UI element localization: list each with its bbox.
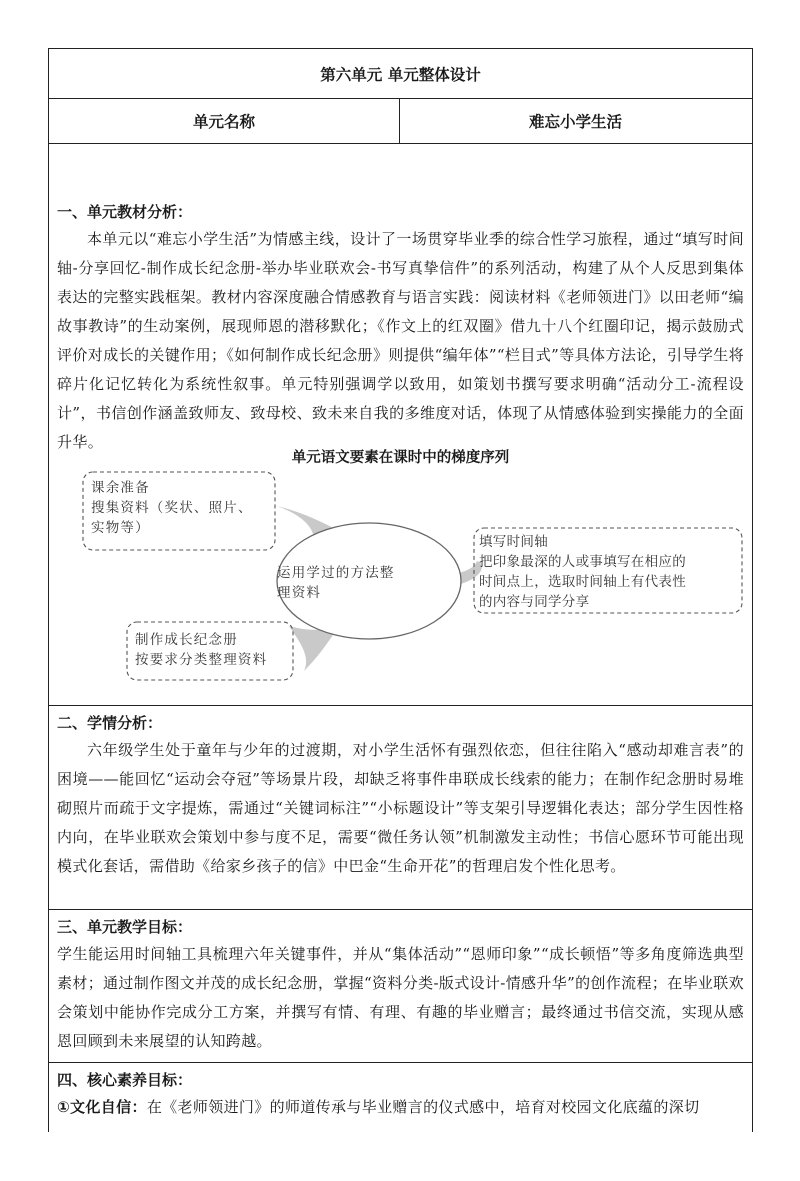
document-title: 第六单元 单元整体设计 [320, 65, 481, 84]
box-timeline-line-2: 把印象最深的人或事填写在相应的 [479, 554, 686, 570]
section-teaching-goals [49, 910, 752, 1063]
section-heading: 二、学情分析： [57, 714, 163, 732]
core-literacy-text: 在《老师领进门》的师道传承与毕业赠言的仪式感中，培育对校园文化底蕴的深切 [146, 1098, 700, 1116]
section-core-literacy [49, 1063, 752, 1181]
box-prep-line-1: 课余准备 [91, 480, 150, 496]
core-literacy-item [57, 1093, 744, 1122]
box-album-line-1: 制作成长纪念册 [135, 632, 238, 648]
box-album-line-2: 按要求分类整理资料 [135, 652, 268, 668]
section-paragraph: 六年级学生处于童年与少年的过渡期，对小学生活怀有强烈依恋，但往往陷入“感动却难言表”的困境——能回忆“运动会夺冠”等场景片段，却缺乏将事件串联成长线索的能力；在制作纪念册时易堆砌照片而疏于文字提炼，需通过“关键词标注”“小标题设计”等支架引导逻辑化表达；部分学生因性格内向，在毕业联欢会策划中参与度不足，需要“微任务认领”机制激发主动性；书信心愿环节可能出现模式化套话，需借助《给家乡孩子的信》中巴金“生命开花”的哲理启发个性化思考。 [57, 741, 744, 875]
section-heading: 一、单元教材分析： [57, 203, 193, 221]
box-album-text [135, 630, 267, 670]
box-timeline-line-3: 时间点上，选取时间轴上有代表性 [479, 574, 686, 590]
unit-name-row [49, 99, 752, 144]
section-paragraph: 学生能运用时间轴工具梳理六年关键事件，并从“集体活动”“恩师印象”“成长顿悟”等多角度筛选典型素材；通过制作图文并茂的成长纪念册，掌握“资料分类-版式设计-情感升华”的创作流程；在毕业联欢会策划中能协作完成分工方案，并撰写有情、有理、有趣的毕业赠言；最终通过书信交流，实现从感恩回顾到未来展望的认知跨越。 [57, 945, 744, 1050]
design-table [48, 48, 753, 1132]
unit-name-value: 难忘小学生活 [528, 113, 622, 131]
center-line-2: 理资料 [277, 585, 322, 601]
box-timeline-text [479, 532, 686, 612]
core-literacy-label: ①文化自信： [57, 1098, 147, 1116]
box-timeline-line-4: 的内容与同学分享 [479, 594, 590, 610]
unit-name-label: 单元名称 [49, 99, 400, 143]
box-prep-text [91, 478, 253, 538]
center-node-text [277, 563, 395, 603]
center-line-1: 运用学过的方法整 [277, 565, 395, 581]
section-paragraph: 本单元以“难忘小学生活”为情感主线，设计了一场贯穿毕业季的综合性学习旅程，通过“填写时间轴-分享回忆-制作成长纪念册-举办毕业联欢会-书写真挚信件”的系列活动，构建了从个人反思到集体表达的完整实践框架。教材内容深度融合情感教育与语言实践：阅读材料《老师领进门》以田老师“编故事教诗”的生动案例，展现师恩的潜移默化；《作文上的红双圈》借九十八个红圈印记，揭示鼓励式评价对成长的关键作用；《如何制作成长纪念册》则提供“编年体”“栏目式”等具体方法论，引导学生将碎片化记忆转化为系统性叙事。单元特别强调学以致用，如策划书撰写要求明确“活动分工-流程设计”，书信创作涵盖致师友、致母校、致未来自我的多维度对话，体现了从情感体验到实操能力的全面升华。 [57, 230, 744, 451]
section-heading: 四、核心素养目标： [57, 1071, 193, 1089]
title-row [49, 49, 752, 99]
box-prep-line-3: 实物等） [91, 520, 150, 536]
box-timeline-line-1: 填写时间轴 [479, 534, 548, 550]
diagram-title: 单元语文要素在课时中的梯度序列 [291, 450, 510, 466]
mind-map-diagram [49, 466, 754, 701]
section-student-analysis [49, 706, 752, 910]
section-heading: 三、单元教学目标： [57, 918, 193, 936]
box-prep-line-2: 搜集资料（奖状、照片、 [91, 500, 253, 516]
